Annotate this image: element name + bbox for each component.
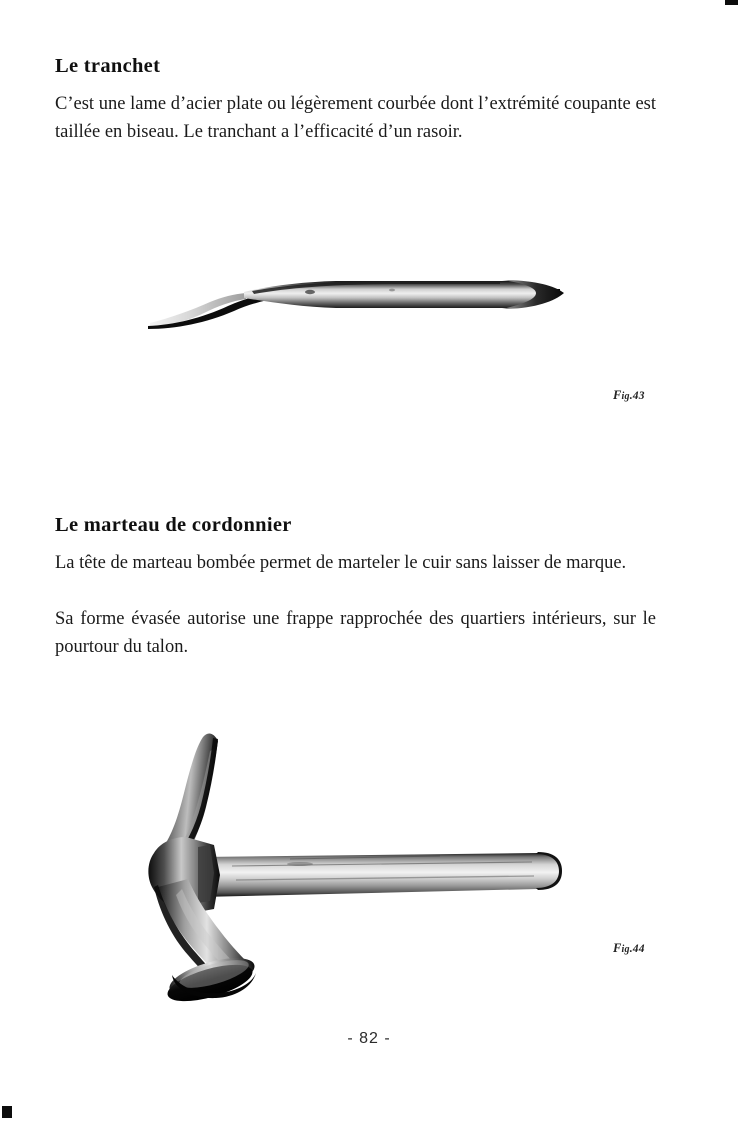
figure-caption-44-number: .44 — [629, 943, 645, 955]
scan-artifact-top-right — [725, 0, 738, 5]
section-heading-marteau: Le marteau de cordonnier — [55, 514, 292, 536]
tranchet-surface-mark — [305, 290, 315, 294]
tranchet-drawing — [140, 268, 570, 340]
hammer-drawing — [140, 725, 570, 1005]
figure-caption-43-mid: ig — [621, 391, 630, 402]
section-paragraph-marteau-1: La tête de marteau bombée permet de marteler le cuir sans laisser de marque. — [55, 553, 627, 573]
figure-caption-43-number: .43 — [629, 390, 645, 402]
hammer-handle — [200, 853, 560, 897]
figure-caption-44-mid: ig — [621, 944, 630, 955]
figure-caption-43 — [613, 388, 645, 403]
section-paragraph-marteau-2: Sa forme évasée autorise une frappe rapprochée des quartiers intérieurs, sur le pourtour du talon. — [55, 609, 656, 657]
hammer-handle-knot — [287, 862, 313, 866]
figure-caption-44-prefix: F — [613, 941, 622, 955]
figure-caption-43-prefix: F — [613, 388, 622, 402]
section-heading-tranchet: Le tranchet — [55, 55, 161, 77]
page-number: - 82 - — [347, 1030, 391, 1047]
section-paragraph-tranchet: C’est une lame d’acier plate ou légèrement courbée dont l’extrémité coupante est taillée en biseau. Le tranchant a l’efficacité d’un rasoir. — [55, 94, 656, 142]
figure-hammer-illustration — [140, 725, 570, 1005]
tranchet-blade-body — [244, 281, 560, 308]
figure-tranchet-illustration — [140, 268, 570, 340]
figure-caption-44 — [613, 941, 645, 956]
tranchet-surface-speck — [389, 289, 395, 292]
scan-artifact-bottom-left — [2, 1106, 12, 1118]
